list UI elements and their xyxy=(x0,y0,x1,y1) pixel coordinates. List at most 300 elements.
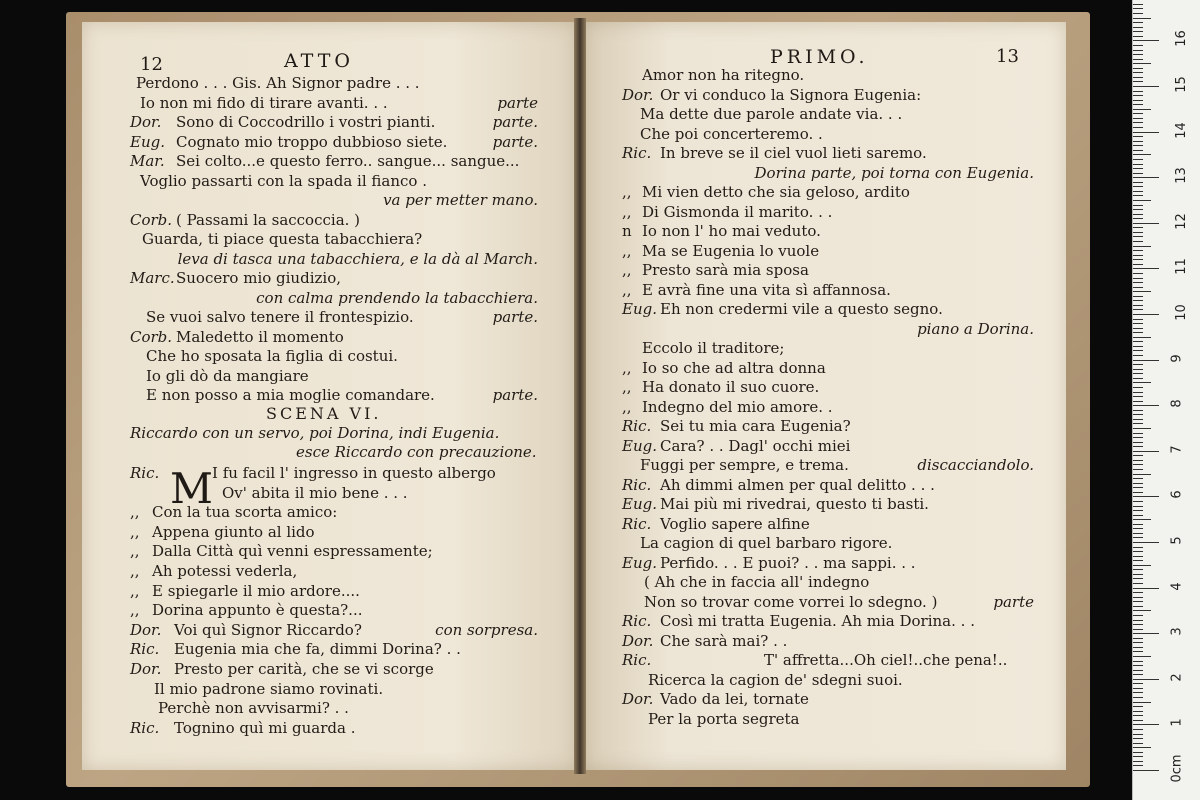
verse-line: Dorina appunto è questa?... xyxy=(152,601,363,620)
speaker-label: Eug. xyxy=(622,300,657,318)
ruler-tick xyxy=(1133,81,1143,82)
verse-line: Con la tua scorta amico: xyxy=(152,503,338,522)
ruler-tick xyxy=(1133,656,1151,657)
ruler-tick xyxy=(1133,392,1143,393)
verse-line: Vado da lei, tornate xyxy=(660,690,809,708)
ruler-tick xyxy=(1133,246,1151,247)
ruler-tick xyxy=(1133,451,1159,452)
ruler-tick xyxy=(1133,624,1143,625)
verse-line: Perchè non avvisarmi? . . xyxy=(158,699,349,718)
quote-mark: n xyxy=(622,222,632,240)
verse-line: La cagion di quel barbaro rigore. xyxy=(640,534,893,552)
speaker-label: Ric. xyxy=(622,144,652,162)
speaker-label: Ric. xyxy=(622,514,652,533)
ruler-tick xyxy=(1133,414,1143,415)
ruler-tick xyxy=(1133,282,1143,283)
ruler-tick xyxy=(1133,674,1143,675)
verse-line: Sei tu mia cara Eugenia? xyxy=(660,417,851,435)
ruler-tick xyxy=(1133,446,1143,447)
ruler-tick xyxy=(1133,770,1159,771)
ruler-tick xyxy=(1133,752,1143,753)
ruler-tick xyxy=(1133,350,1143,351)
ruler-tick xyxy=(1133,382,1151,383)
ruler-tick xyxy=(1133,437,1143,438)
speaker-label: Ric. xyxy=(130,718,160,737)
ruler-tick xyxy=(1133,419,1143,420)
ruler-tick xyxy=(1133,665,1143,666)
ruler-tick xyxy=(1133,337,1151,338)
ruler-tick xyxy=(1133,711,1143,712)
ruler-tick xyxy=(1133,551,1143,552)
ruler-tick xyxy=(1133,492,1143,493)
ruler-tick xyxy=(1133,702,1151,703)
ruler-tick xyxy=(1133,642,1143,643)
ruler-tick xyxy=(1133,54,1143,55)
ruler-tick xyxy=(1133,296,1143,297)
verse-line: Mi vien detto che sia geloso, ardito xyxy=(642,183,910,201)
ruler-tick xyxy=(1133,670,1143,671)
stage-direction: con sorpresa. xyxy=(435,620,538,639)
ruler-tick xyxy=(1133,86,1159,87)
ruler-tick xyxy=(1133,31,1143,32)
book-gutter xyxy=(574,18,586,774)
ruler-tick xyxy=(1133,232,1143,233)
ruler-tick xyxy=(1133,132,1159,133)
stage-direction: discacciandolo. xyxy=(917,456,1034,474)
verse-line: Perdono . . . Gis. Ah Signor padre . . . xyxy=(136,74,420,92)
verse-line: ( Passami la saccoccia. ) xyxy=(176,210,361,229)
ruler-tick xyxy=(1133,278,1143,279)
ruler-label: 11 xyxy=(1173,258,1189,276)
verse-line: In breve se il ciel vuol lieti saremo. xyxy=(660,144,927,162)
ruler-tick xyxy=(1133,565,1151,566)
ruler-tick xyxy=(1133,136,1143,137)
stage-direction: va per metter mano. xyxy=(383,191,538,209)
verse-line: Ma dette due parole andate via. . . xyxy=(640,105,903,123)
verse-line: Che ho sposata la figlia di costui. xyxy=(146,347,398,365)
ruler-tick xyxy=(1133,145,1143,146)
speaker-label: Eug. xyxy=(622,495,657,513)
ruler-tick xyxy=(1133,309,1143,310)
ruler-tick xyxy=(1133,141,1143,142)
ruler-tick xyxy=(1133,588,1159,589)
ruler-tick xyxy=(1133,159,1143,160)
stage-direction: parte xyxy=(993,592,1034,611)
verse-line: I fu facil l' ingresso in questo albergo xyxy=(212,464,496,482)
speaker-label: Mar. xyxy=(130,152,165,170)
ruler-tick xyxy=(1133,109,1151,110)
ruler-tick xyxy=(1133,428,1151,429)
ruler-tick xyxy=(1133,410,1143,411)
ruler-tick xyxy=(1133,118,1143,119)
stage-direction: con calma prendendo la tabacchiera. xyxy=(256,288,538,307)
ruler-tick xyxy=(1133,63,1151,64)
speaker-label: Ric. xyxy=(622,475,652,494)
stage-direction: parte. xyxy=(492,308,538,326)
speaker-label: Corb. xyxy=(130,210,173,229)
ruler-tick xyxy=(1133,360,1159,361)
ruler-tick xyxy=(1133,68,1143,69)
ruler-tick xyxy=(1133,396,1143,397)
ruler-tick xyxy=(1133,679,1159,680)
ruler-tick xyxy=(1133,537,1143,538)
ruler-tick xyxy=(1133,724,1159,725)
quote-mark: ,, xyxy=(130,581,140,600)
verse-line: Io so che ad altra donna xyxy=(642,358,826,377)
verse-line: Eh non credermi vile a questo segno. xyxy=(660,300,943,318)
ruler-tick xyxy=(1133,177,1159,178)
ruler-tick xyxy=(1133,483,1143,484)
verse-line: Se vuoi salvo tenere il frontespizio. xyxy=(146,308,414,326)
ruler-tick xyxy=(1133,205,1143,206)
ruler-tick xyxy=(1133,401,1143,402)
ruler-tick xyxy=(1133,720,1143,721)
ruler-label: 15 xyxy=(1173,76,1189,93)
speaker-label: Dor. xyxy=(622,85,654,104)
ruler-tick xyxy=(1133,346,1143,347)
ruler-tick xyxy=(1133,734,1143,735)
ruler-tick xyxy=(1133,154,1151,155)
ruler-tick xyxy=(1133,542,1159,543)
quote-mark: ,, xyxy=(622,397,632,416)
left-page-number: 12 xyxy=(140,54,163,75)
verse-line: Io gli dò da mangiare xyxy=(146,366,309,385)
verse-line: Presto sarà mia sposa xyxy=(642,261,809,279)
ruler-tick xyxy=(1133,100,1143,101)
ruler-tick xyxy=(1133,692,1143,693)
ruler-label: 14 xyxy=(1173,121,1189,139)
verse-line: Cognato mio troppo dubbioso siete. xyxy=(176,132,448,151)
ruler-tick xyxy=(1133,305,1143,306)
ruler-tick xyxy=(1133,610,1151,611)
ruler-label: 13 xyxy=(1173,167,1189,184)
speaker-label: Eug. xyxy=(130,132,165,151)
ruler-label: 3 xyxy=(1169,627,1185,636)
speaker-label: Dor. xyxy=(130,660,162,678)
ruler-label: 0cm xyxy=(1169,754,1185,783)
ruler-tick xyxy=(1133,683,1143,684)
measuring-ruler xyxy=(1132,0,1200,800)
quote-mark: ,, xyxy=(130,601,140,620)
stage-direction: leva di tasca una tabacchiera, e la dà al March. xyxy=(177,249,538,268)
speaker-label: Marc. xyxy=(130,269,175,287)
ruler-tick xyxy=(1133,606,1143,607)
ruler-tick xyxy=(1133,633,1159,634)
ruler-tick xyxy=(1133,747,1151,748)
verse-line: E non posso a mia moglie comandare. xyxy=(146,386,435,404)
speaker-label: Ric. xyxy=(622,417,652,435)
ruler-tick xyxy=(1133,756,1143,757)
verse-line: Eccolo il traditore; xyxy=(642,339,785,357)
ruler-tick xyxy=(1133,715,1143,716)
verse-line: Cara? . . Dagl' occhi miei xyxy=(660,436,851,455)
verse-line: ( Ah che in faccia all' indegno xyxy=(644,573,870,591)
ruler-tick xyxy=(1133,761,1143,762)
ruler-tick xyxy=(1133,620,1143,621)
ruler-label: 1 xyxy=(1169,718,1185,728)
quote-mark: ,, xyxy=(130,542,140,561)
ruler-tick xyxy=(1133,95,1143,96)
ruler-tick xyxy=(1133,72,1143,73)
ruler-tick xyxy=(1133,314,1159,315)
ruler-tick xyxy=(1133,287,1143,288)
verse-line: Sono di Coccodrillo i vostri pianti. xyxy=(176,113,436,131)
ruler-label: 7 xyxy=(1169,445,1185,454)
ruler-tick xyxy=(1133,104,1143,105)
ruler-tick xyxy=(1133,209,1143,210)
ruler-tick xyxy=(1133,27,1143,28)
ruler-tick xyxy=(1133,601,1143,602)
ruler-tick xyxy=(1133,50,1143,51)
ruler-tick xyxy=(1133,743,1143,744)
ruler-tick xyxy=(1133,323,1143,324)
ruler-tick xyxy=(1133,36,1143,37)
ruler-tick xyxy=(1133,13,1143,14)
stage-direction: parte xyxy=(497,93,538,112)
ruler-label: 6 xyxy=(1169,490,1185,500)
ruler-tick xyxy=(1133,729,1143,730)
ruler-tick xyxy=(1133,127,1143,128)
quote-mark: ,, xyxy=(622,378,632,396)
right-page-number: 13 xyxy=(996,46,1019,67)
verse-line: Io non l' ho mai veduto. xyxy=(642,222,821,240)
stage-direction: parte. xyxy=(492,132,538,151)
ruler-tick xyxy=(1133,629,1143,630)
verse-line: Suocero mio giudizio, xyxy=(176,269,341,287)
ruler-tick xyxy=(1133,765,1143,766)
ruler-label: 5 xyxy=(1169,536,1185,545)
verse-line: Ha donato il suo cuore. xyxy=(642,378,820,396)
verse-line: Ah potessi vederla, xyxy=(152,562,298,580)
ruler-tick xyxy=(1133,578,1143,579)
ruler-tick xyxy=(1133,214,1143,215)
verse-line: Ma se Eugenia lo vuole xyxy=(642,241,820,260)
ruler-tick xyxy=(1133,227,1143,228)
ruler-tick xyxy=(1133,241,1143,242)
speaker-label: Dor. xyxy=(130,113,162,131)
ruler-label: 10 xyxy=(1173,304,1189,321)
ruler-tick xyxy=(1133,460,1143,461)
ruler-tick xyxy=(1133,738,1143,739)
quote-mark: ,, xyxy=(622,280,632,299)
ruler-tick xyxy=(1133,59,1143,60)
ruler-tick xyxy=(1133,574,1143,575)
ruler-tick xyxy=(1133,455,1143,456)
verse-line: Presto per carità, che se vi scorge xyxy=(174,660,434,678)
verse-line: Che sarà mai? . . xyxy=(660,631,788,650)
speaker-label: Ric. xyxy=(622,651,652,669)
ruler-tick xyxy=(1133,506,1143,507)
ruler-tick xyxy=(1133,319,1143,320)
verse-line: Voglio sapere alfine xyxy=(660,514,810,533)
ruler-tick xyxy=(1133,255,1143,256)
right-running-head: PRIMO. xyxy=(770,46,869,68)
ruler-tick xyxy=(1133,442,1143,443)
ruler-tick xyxy=(1133,651,1143,652)
ruler-tick xyxy=(1133,501,1143,502)
verse-line: Appena giunto al lido xyxy=(152,522,315,541)
ruler-tick xyxy=(1133,369,1143,370)
ruler-tick xyxy=(1133,510,1143,511)
ruler-label: 2 xyxy=(1169,673,1185,682)
stage-direction: parte. xyxy=(492,386,538,404)
ruler-tick xyxy=(1133,168,1143,169)
quote-mark: ,, xyxy=(622,358,632,377)
ruler-tick xyxy=(1133,519,1151,520)
ruler-tick xyxy=(1133,706,1143,707)
ruler-tick xyxy=(1133,291,1151,292)
ruler-tick xyxy=(1133,341,1143,342)
ruler-tick xyxy=(1133,688,1143,689)
verse-line: Tognino quì mi guarda . xyxy=(174,718,356,737)
quote-mark: ,, xyxy=(622,241,632,260)
ruler-tick xyxy=(1133,405,1159,406)
ruler-tick xyxy=(1133,4,1143,5)
speaker-label: Dor. xyxy=(130,620,162,639)
ruler-tick xyxy=(1133,560,1143,561)
ruler-tick xyxy=(1133,592,1143,593)
verse-line: Di Gismonda il marito. . . xyxy=(642,202,833,221)
ruler-tick xyxy=(1133,556,1143,557)
ruler-tick xyxy=(1133,236,1143,237)
verse-line: Ah dimmi almen per qual delitto . . . xyxy=(660,475,935,494)
ruler-tick xyxy=(1133,661,1143,662)
ruler-tick xyxy=(1133,355,1143,356)
verse-line: Perfido. . . E puoi? . . ma sappi. . . xyxy=(660,553,916,572)
scene-title: SCENA VI. xyxy=(266,404,382,423)
ruler-tick xyxy=(1133,583,1143,584)
ruler-tick xyxy=(1133,597,1143,598)
verse-line: Per la porta segreta xyxy=(648,709,800,728)
speaker-label: Corb. xyxy=(130,327,173,346)
verse-line: Il mio padrone siamo rovinati. xyxy=(154,679,384,698)
ruler-tick xyxy=(1133,40,1159,41)
ruler-tick xyxy=(1133,273,1143,274)
ruler-tick xyxy=(1133,218,1143,219)
verse-line: Voglio passarti con la spada il fianco . xyxy=(140,171,427,190)
verse-line: Dalla Città quì venni espressamente; xyxy=(152,542,433,561)
verse-line: Così mi tratta Eugenia. Ah mia Dorina. . . xyxy=(660,612,975,630)
ruler-tick xyxy=(1133,469,1143,470)
ruler-tick xyxy=(1133,186,1143,187)
ruler-tick xyxy=(1133,91,1143,92)
speaker-label: Dor. xyxy=(622,631,654,650)
verse-line: Guarda, ti piace questa tabacchiera? xyxy=(142,230,423,248)
verse-line: Voi quì Signor Riccardo? xyxy=(174,620,362,639)
ruler-tick xyxy=(1133,433,1143,434)
ruler-tick xyxy=(1133,364,1143,365)
stage-direction: piano a Dorina. xyxy=(917,319,1034,338)
ruler-tick xyxy=(1133,300,1143,301)
quote-mark: ,, xyxy=(130,522,140,541)
ruler-tick xyxy=(1133,8,1143,9)
speaker-label: Ric. xyxy=(622,612,652,630)
ruler-tick xyxy=(1133,182,1143,183)
ruler-tick xyxy=(1133,387,1143,388)
drop-cap: M xyxy=(170,464,214,513)
ruler-tick xyxy=(1133,268,1159,269)
ruler-tick xyxy=(1133,524,1143,525)
ruler-tick xyxy=(1133,378,1143,379)
verse-line: Or vi conduco la Signora Eugenia: xyxy=(660,85,922,104)
speaker-label: Eug. xyxy=(622,553,657,572)
ruler-label: 8 xyxy=(1169,399,1185,408)
ruler-tick xyxy=(1133,122,1143,123)
ruler-tick xyxy=(1133,18,1151,19)
quote-mark: ,, xyxy=(130,562,140,580)
scene-persons: Riccardo con un servo, poi Dorina, indi Eugenia. xyxy=(130,424,500,442)
left-running-head: ATTO xyxy=(284,50,354,72)
ruler-tick xyxy=(1133,373,1143,374)
ruler-tick xyxy=(1133,423,1143,424)
ruler-tick xyxy=(1133,478,1143,479)
verse-line: Ricerca la cagion de' sdegni suoi. xyxy=(648,670,903,689)
ruler-tick xyxy=(1133,113,1143,114)
stage-direction: Dorina parte, poi torna con Eugenia. xyxy=(754,163,1034,182)
speaker-label: Eug. xyxy=(622,436,657,455)
verse-line: E avrà fine una vita sì affannosa. xyxy=(642,280,891,299)
quote-mark: ,, xyxy=(622,261,632,279)
verse-line: T' affretta...Oh ciel!..che pena!.. xyxy=(764,651,1008,669)
ruler-tick xyxy=(1133,223,1159,224)
ruler-tick xyxy=(1133,697,1143,698)
verse-line: Mai più mi rivedrai, questo ti basti. xyxy=(660,495,929,513)
verse-line: Indegno del mio amore. . xyxy=(642,397,833,416)
stage-direction: parte. xyxy=(492,113,538,131)
ruler-label: 9 xyxy=(1169,353,1185,363)
scene-direction: esce Riccardo con precauzione. xyxy=(296,443,537,461)
ruler-label: 12 xyxy=(1173,213,1189,230)
ruler-tick xyxy=(1133,332,1143,333)
ruler-tick xyxy=(1133,259,1143,260)
ruler-tick xyxy=(1133,533,1143,534)
ruler-tick xyxy=(1133,150,1143,151)
verse-line: Fuggi per sempre, e trema. xyxy=(640,456,849,474)
verse-line: Amor non ha ritegno. xyxy=(642,66,805,84)
verse-line: Eugenia mia che fa, dimmi Dorina? . . xyxy=(174,640,461,659)
ruler-tick xyxy=(1133,250,1143,251)
ruler-tick xyxy=(1133,487,1143,488)
ruler-label: 4 xyxy=(1169,581,1185,591)
ruler-tick xyxy=(1133,45,1143,46)
ruler-tick xyxy=(1133,496,1159,497)
ruler-tick xyxy=(1133,464,1143,465)
ruler-tick xyxy=(1133,200,1151,201)
ruler-label: 16 xyxy=(1173,30,1189,48)
speaker-label: Ric. xyxy=(130,464,160,482)
verse-line: Maledetto il momento xyxy=(176,327,344,346)
verse-line: Sei colto...e questo ferro.. sangue... sangue... xyxy=(176,152,520,170)
ruler-tick xyxy=(1133,164,1143,165)
ruler-tick xyxy=(1133,547,1143,548)
ruler-tick xyxy=(1133,569,1143,570)
ruler-tick xyxy=(1133,528,1143,529)
speaker-label: Dor. xyxy=(622,690,654,708)
ruler-tick xyxy=(1133,264,1143,265)
ruler-tick xyxy=(1133,22,1143,23)
verse-line: Ov' abita il mio bene . . . xyxy=(222,483,408,502)
ruler-tick xyxy=(1133,328,1143,329)
quote-mark: ,, xyxy=(622,202,632,221)
ruler-tick xyxy=(1133,77,1143,78)
ruler-tick xyxy=(1133,515,1143,516)
ruler-tick xyxy=(1133,647,1143,648)
quote-mark: ,, xyxy=(622,183,632,201)
ruler-tick xyxy=(1133,638,1143,639)
verse-line: Io non mi fido di tirare avanti. . . xyxy=(140,93,388,112)
quote-mark: ,, xyxy=(130,503,140,522)
ruler-tick xyxy=(1133,191,1143,192)
